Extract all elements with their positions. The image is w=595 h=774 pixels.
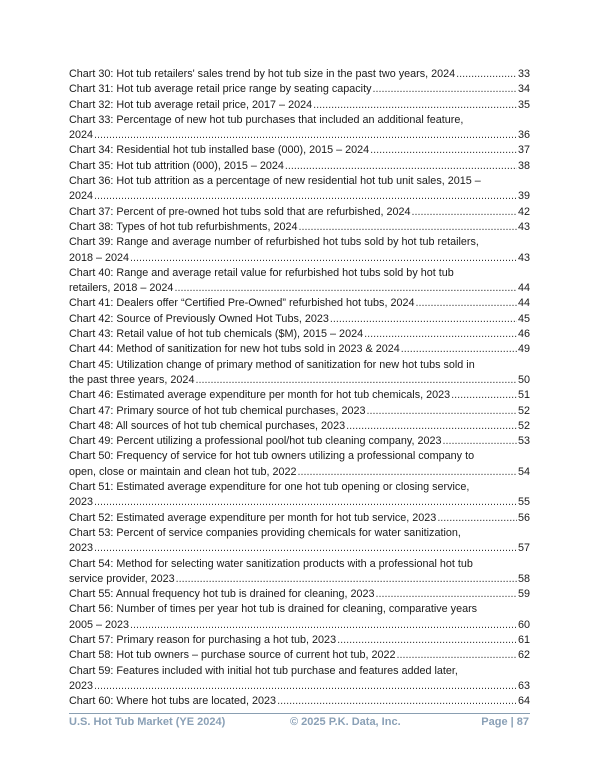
toc-entry-title: Chart 50: Frequency of service for hot tub owners utilizing a professional company to: [69, 450, 475, 463]
toc-page-number: 60: [517, 618, 530, 631]
dot-leader: [370, 143, 517, 158]
toc-page-number: 42: [517, 205, 530, 218]
toc-page-number: 33: [517, 68, 530, 80]
dot-leader: [456, 67, 517, 82]
dot-leader: [397, 648, 517, 663]
footer-copyright: © 2025 P.K. Data, Inc.: [290, 716, 401, 728]
dot-leader: [437, 511, 517, 526]
toc-entry[interactable]: [69, 511, 530, 526]
toc-entry[interactable]: [69, 312, 530, 327]
table-of-contents: [69, 67, 530, 709]
toc-entry-title: Chart 55: Annual frequency hot tub is drained for cleaning, 2023: [69, 588, 375, 601]
toc-entry-title: retailers, 2018 – 2024: [69, 282, 174, 295]
toc-entry-title: Chart 30: Hot tub retailers' sales trend by hot tub size in the past two years, 2024: [69, 68, 456, 80]
dot-leader: [94, 495, 517, 510]
dot-leader: [277, 694, 517, 709]
toc-entry-title: 2024: [69, 190, 94, 203]
dot-leader: [313, 98, 517, 113]
toc-entry[interactable]: [69, 327, 530, 342]
toc-entry[interactable]: [69, 664, 530, 695]
toc-entry-title: Chart 51: Estimated average expenditure for one hot tub opening or closing service,: [69, 481, 470, 494]
toc-entry-title: Chart 58: Hot tub owners – purchase source of current hot tub, 2022: [69, 649, 396, 662]
toc-entry-title: 2023: [69, 679, 94, 692]
toc-entry[interactable]: [69, 220, 530, 235]
toc-entry-title: Chart 47: Primary source of hot tub chemical purchases, 2023: [69, 404, 366, 417]
toc-page-number: 44: [517, 282, 530, 295]
toc-entry-title: Chart 46: Estimated average expenditure per month for hot tub chemicals, 2023: [69, 389, 451, 402]
toc-entry-title: Chart 54: Method for selecting water sanitization products with a professional hot tub: [69, 557, 473, 570]
dot-leader: [372, 82, 517, 97]
dot-leader: [337, 633, 517, 648]
toc-entry-title: 2023: [69, 542, 94, 555]
toc-entry[interactable]: [69, 174, 530, 205]
toc-entry[interactable]: [69, 694, 530, 709]
dot-leader: [174, 281, 517, 296]
toc-entry[interactable]: [69, 419, 530, 434]
dot-leader: [176, 572, 517, 587]
toc-entry-title: Chart 56: Number of times per year hot tub is drained for cleaning, comparative years: [69, 603, 478, 616]
toc-page-number: 43: [517, 251, 530, 264]
toc-entry[interactable]: [69, 113, 530, 144]
toc-entry[interactable]: [69, 342, 530, 357]
toc-entry[interactable]: [69, 526, 530, 557]
toc-entry[interactable]: [69, 67, 530, 82]
toc-entry[interactable]: [69, 633, 530, 648]
dot-leader: [94, 679, 517, 694]
toc-entry-title: 2023: [69, 496, 94, 509]
toc-entry[interactable]: [69, 557, 530, 588]
toc-entry[interactable]: [69, 480, 530, 511]
dot-leader: [376, 587, 517, 602]
toc-entry[interactable]: [69, 143, 530, 158]
toc-entry[interactable]: [69, 449, 530, 480]
toc-page-number: 62: [517, 649, 530, 662]
toc-page-number: 37: [517, 144, 530, 157]
toc-entry[interactable]: [69, 648, 530, 663]
toc-page-number: 34: [517, 83, 530, 96]
toc-entry-title: Chart 38: Types of hot tub refurbishments, 2024: [69, 220, 298, 233]
toc-entry[interactable]: [69, 434, 530, 449]
toc-entry-title: 2018 – 2024: [69, 251, 130, 264]
toc-entry-title: Chart 40: Range and average retail value for refurbished hot tubs sold by hot tub: [69, 266, 454, 279]
toc-entry-title: Chart 60: Where hot tubs are located, 2023: [69, 695, 277, 708]
dot-leader: [195, 373, 517, 388]
page-footer: [69, 713, 530, 728]
dot-leader: [412, 205, 517, 220]
toc-entry-title: Chart 49: Percent utilizing a professional pool/hot tub cleaning company, 2023: [69, 435, 442, 448]
dot-leader: [451, 388, 517, 403]
toc-page-number: 56: [517, 511, 530, 524]
toc-entry[interactable]: [69, 296, 530, 311]
toc-page-number: 38: [517, 159, 530, 172]
dot-leader: [94, 189, 517, 204]
toc-entry-title: Chart 48: All sources of hot tub chemical purchases, 2023: [69, 419, 346, 432]
toc-page-number: 39: [517, 190, 530, 203]
toc-entry-title: Chart 35: Hot tub attrition (000), 2015 – 2024: [69, 159, 284, 172]
toc-entry-title: Chart 32: Hot tub average retail price, 2017 – 2024: [69, 98, 313, 111]
toc-page-number: 61: [517, 633, 530, 646]
toc-entry-title: Chart 45: Utilization change of primary method of sanitization for new hot tubs sold in: [69, 358, 475, 371]
dot-leader: [443, 434, 517, 449]
toc-page-number: 57: [517, 542, 530, 555]
dot-leader: [285, 159, 517, 174]
toc-entry-title: Chart 57: Primary reason for purchasing a hot tub, 2023: [69, 633, 337, 646]
toc-entry-title: Chart 39: Range and average number of refurbished hot tubs sold by hot tub retailers,: [69, 236, 479, 249]
toc-page-number: 51: [517, 389, 530, 402]
toc-page-number: 55: [517, 496, 530, 509]
footer-report-title: U.S. Hot Tub Market (YE 2024): [69, 716, 226, 728]
dot-leader: [130, 251, 517, 266]
dot-leader: [346, 419, 517, 434]
dot-leader: [401, 342, 517, 357]
toc-entry-title: 2005 – 2023: [69, 618, 130, 631]
toc-entry-title: Chart 42: Source of Previously Owned Hot Tubs, 2023: [69, 312, 329, 325]
toc-entry-title: 2024: [69, 129, 94, 142]
toc-entry-title: Chart 31: Hot tub average retail price range by seating capacity: [69, 83, 372, 96]
dot-leader: [94, 541, 517, 556]
toc-page-number: 52: [517, 404, 530, 417]
toc-entry-title: Chart 59: Features included with initial hot tub purchase and features added later,: [69, 664, 458, 677]
toc-entry[interactable]: [69, 358, 530, 389]
toc-entry-title: Chart 34: Residential hot tub installed base (000), 2015 – 2024: [69, 144, 370, 157]
toc-entry[interactable]: [69, 82, 530, 97]
toc-page-number: 46: [517, 328, 530, 341]
toc-entry[interactable]: [69, 587, 530, 602]
toc-page-number: 35: [517, 98, 530, 111]
toc-entry[interactable]: [69, 205, 530, 220]
dot-leader: [364, 327, 517, 342]
footer-page-number: Page | 87: [481, 716, 529, 728]
dot-leader: [366, 404, 517, 419]
toc-entry[interactable]: [69, 235, 530, 266]
toc-page-number: 63: [517, 679, 530, 692]
toc-entry-title: Chart 41: Dealers offer “Certified Pre-Owned” refurbished hot tubs, 2024: [69, 297, 415, 310]
toc-entry-title: Chart 53: Percent of service companies providing chemicals for water sanitization,: [69, 526, 461, 539]
toc-page-number: 50: [517, 373, 530, 386]
toc-entry-title: Chart 43: Retail value of hot tub chemicals ($M), 2015 – 2024: [69, 328, 364, 341]
toc-entry[interactable]: [69, 266, 530, 297]
toc-page-number: 58: [517, 572, 530, 585]
toc-page-number: 43: [517, 220, 530, 233]
toc-entry[interactable]: [69, 388, 530, 403]
dot-leader: [94, 128, 517, 143]
toc-page-number: 53: [517, 435, 530, 448]
toc-page-number: 59: [517, 588, 530, 601]
toc-page-number: 54: [517, 465, 530, 478]
toc-page-number: 52: [517, 419, 530, 432]
toc-page-number: 44: [517, 297, 530, 310]
toc-entry-title: service provider, 2023: [69, 572, 175, 585]
toc-entry[interactable]: [69, 602, 530, 633]
toc-entry-title: Chart 33: Percentage of new hot tub purchases that included an additional feature,: [69, 113, 464, 126]
toc-entry-title: the past three years, 2024: [69, 373, 195, 386]
toc-entry-title: Chart 44: Method of sanitization for new hot tubs sold in 2023 & 2024: [69, 343, 400, 356]
toc-page-number: 64: [517, 695, 530, 708]
toc-entry-title: Chart 37: Percent of pre-owned hot tubs sold that are refurbished, 2024: [69, 205, 411, 218]
toc-entry-title: open, close or maintain and clean hot tub, 2022: [69, 465, 297, 478]
dot-leader: [298, 465, 517, 480]
toc-page-number: 45: [517, 312, 530, 325]
dot-leader: [130, 618, 517, 633]
toc-entry-title: Chart 36: Hot tub attrition as a percentage of new residential hot tub unit sales, 2015 –: [69, 175, 481, 188]
toc-entry[interactable]: [69, 159, 530, 174]
toc-page-number: 36: [517, 129, 530, 142]
toc-entry-title: Chart 52: Estimated average expenditure per month for hot tub service, 2023: [69, 511, 437, 524]
toc-page-number: 49: [517, 343, 530, 356]
toc-entry[interactable]: [69, 404, 530, 419]
dot-leader: [415, 296, 517, 311]
dot-leader: [298, 220, 517, 235]
dot-leader: [330, 312, 517, 327]
toc-entry[interactable]: [69, 98, 530, 113]
